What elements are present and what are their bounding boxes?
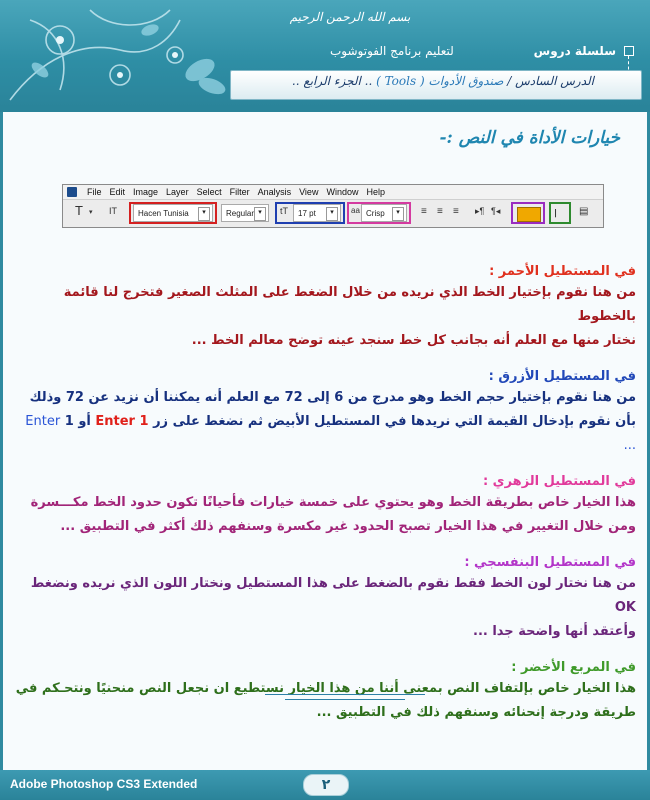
section-pink	[12, 472, 636, 539]
para-line	[12, 410, 636, 458]
character-panel-icon[interactable]: ▤	[579, 206, 589, 217]
photoshop-logo-icon	[67, 187, 77, 197]
menu-bar	[63, 185, 603, 200]
product-name: Adobe Photoshop CS3 Extended	[10, 777, 198, 791]
series-title: سلسلة دروس	[533, 44, 616, 58]
warp-text-icon[interactable]: ꞁ	[554, 206, 558, 218]
options-bar	[63, 200, 603, 227]
enter-blue: Enter ...	[25, 414, 636, 453]
heading-violet: في المستطيل البنفسجي :	[464, 555, 636, 570]
one-value: 1	[64, 414, 74, 429]
font-size-value: 17 pt	[298, 208, 316, 218]
instructions	[12, 262, 636, 739]
floral-ornament-icon	[0, 0, 240, 112]
menu-select[interactable]: Select	[196, 187, 222, 197]
divider	[285, 699, 405, 700]
heading-red: في المستطيل الأحمر :	[489, 264, 636, 279]
basmala: بسم الله الرحمن الرحيم	[289, 10, 411, 24]
chevron-down-icon: ▾	[326, 207, 338, 221]
para-line: ومن خلال التغيير في هذا الخيار تصبح الحدود غير مكسرة وسنفهم ذلك أكثر في التطبيق ...	[60, 519, 636, 534]
align-right-icon[interactable]: ≡	[453, 206, 459, 217]
menu-view[interactable]: View	[299, 187, 319, 197]
heading-green: في المربع الأخضر :	[511, 660, 636, 675]
para-line: نختار منها مع العلم أنه بجانب كل خط سنجد عينه توضح معالم الخط ...	[191, 333, 636, 348]
square-bullet-icon	[624, 46, 634, 56]
align-left-icon[interactable]: ≡	[421, 206, 427, 217]
text-direction-rtl-icon[interactable]: ¶◂	[491, 206, 501, 216]
series-subject: لتعليم برنامج الفوتوشوب	[330, 44, 454, 58]
divider	[265, 694, 425, 695]
chevron-down-icon: ▾	[198, 207, 210, 221]
footer-bar	[0, 770, 650, 800]
page-number: ٢	[303, 774, 349, 796]
font-size-icon: tT	[280, 206, 288, 216]
enter-red: Enter 1	[95, 414, 149, 429]
menu-filter[interactable]: Filter	[229, 187, 250, 197]
para-line: من هنا نقوم بإختيار حجم الخط وهو مدرج من 6 إلى 72 مع العلم أنه يمكننا أن نزيد عن 72 وذلك	[29, 390, 636, 405]
header-banner	[0, 0, 650, 112]
section-red	[12, 262, 636, 353]
text-color-swatch[interactable]	[517, 207, 541, 222]
para-text: بأن نقوم بإدخال القيمة التي نريدها في المستطيل الأبيض ثم نضغط على زر	[153, 414, 636, 429]
section-blue	[12, 367, 636, 458]
para-line: وأعتقد أنها واضحة جدا ...	[473, 624, 636, 639]
lesson-part: .. الجزء الرابع ..	[291, 74, 373, 88]
antialias-icon: aa	[351, 206, 360, 215]
chevron-down-icon: ▾	[392, 207, 404, 221]
font-size-select[interactable]	[293, 204, 341, 222]
text-orientation-icon[interactable]: IT	[109, 206, 117, 216]
heading-pink: في المستطيل الزهري :	[482, 474, 636, 489]
font-style-select[interactable]	[221, 204, 269, 222]
or-word: أو	[78, 414, 91, 429]
chevron-down-icon: ▾	[254, 207, 266, 221]
photoshop-toolbar	[62, 184, 604, 228]
antialias-select[interactable]	[361, 204, 407, 222]
lesson-line	[292, 74, 594, 88]
para-line: هذا الخيار خاص بطريقة الخط وهو يحتوي على خمسة خيارات فأحيانًا تكون حدود الخط مكـــسرة	[30, 495, 636, 510]
text-direction-ltr-icon[interactable]: ▸¶	[475, 206, 485, 216]
lesson-topic: صندوق الأدوات ( Tools )	[376, 74, 504, 88]
menu-image[interactable]: Image	[133, 187, 159, 197]
green-highlight	[549, 202, 571, 224]
chevron-down-icon[interactable]: ▾	[89, 209, 93, 216]
align-center-icon[interactable]: ≡	[437, 206, 443, 217]
section-green	[12, 658, 636, 725]
menu-analysis[interactable]: Analysis	[257, 187, 292, 197]
menu-edit[interactable]: Edit	[109, 187, 126, 197]
antialias-value: Crisp	[366, 208, 385, 218]
font-style-value: Regular	[226, 208, 255, 218]
menu-help[interactable]: Help	[366, 187, 385, 197]
type-tool-icon[interactable]: T	[75, 203, 83, 218]
section-title: خيارات الأداة في النص :-	[439, 128, 620, 148]
section-violet	[12, 553, 636, 644]
para-line: هذا الخيار خاص بإلتفاف النص بمعنى أننا من هذا الخيار نستطيع ان نجعل النص منحنيًا ونتحـكم في	[15, 681, 636, 696]
lesson-number: الدرس السادس /	[507, 74, 594, 88]
para-line: من هنا نقوم بإختيار الخط الذي نريده من خلال الضغط على المثلث الصغير فتخرج لنا قائمة بالخطوط	[63, 285, 636, 324]
menu-file[interactable]: File	[87, 187, 102, 197]
font-family-value: Hacen Tunisia	[138, 208, 189, 218]
heading-blue: في المستطيل الأزرق :	[488, 369, 636, 384]
font-family-select[interactable]	[133, 204, 213, 222]
menu-layer[interactable]: Layer	[166, 187, 189, 197]
menu-window[interactable]: Window	[326, 187, 359, 197]
para-line: من هنا نختار لون الخط فقط نقوم بالضغط على هذا المستطيل ونختار اللون الذي نريده ونضغط OK	[30, 576, 636, 615]
para-line: طريقة ودرجة إنحنائه وسنفهم ذلك في التطبيق ...	[316, 705, 636, 720]
